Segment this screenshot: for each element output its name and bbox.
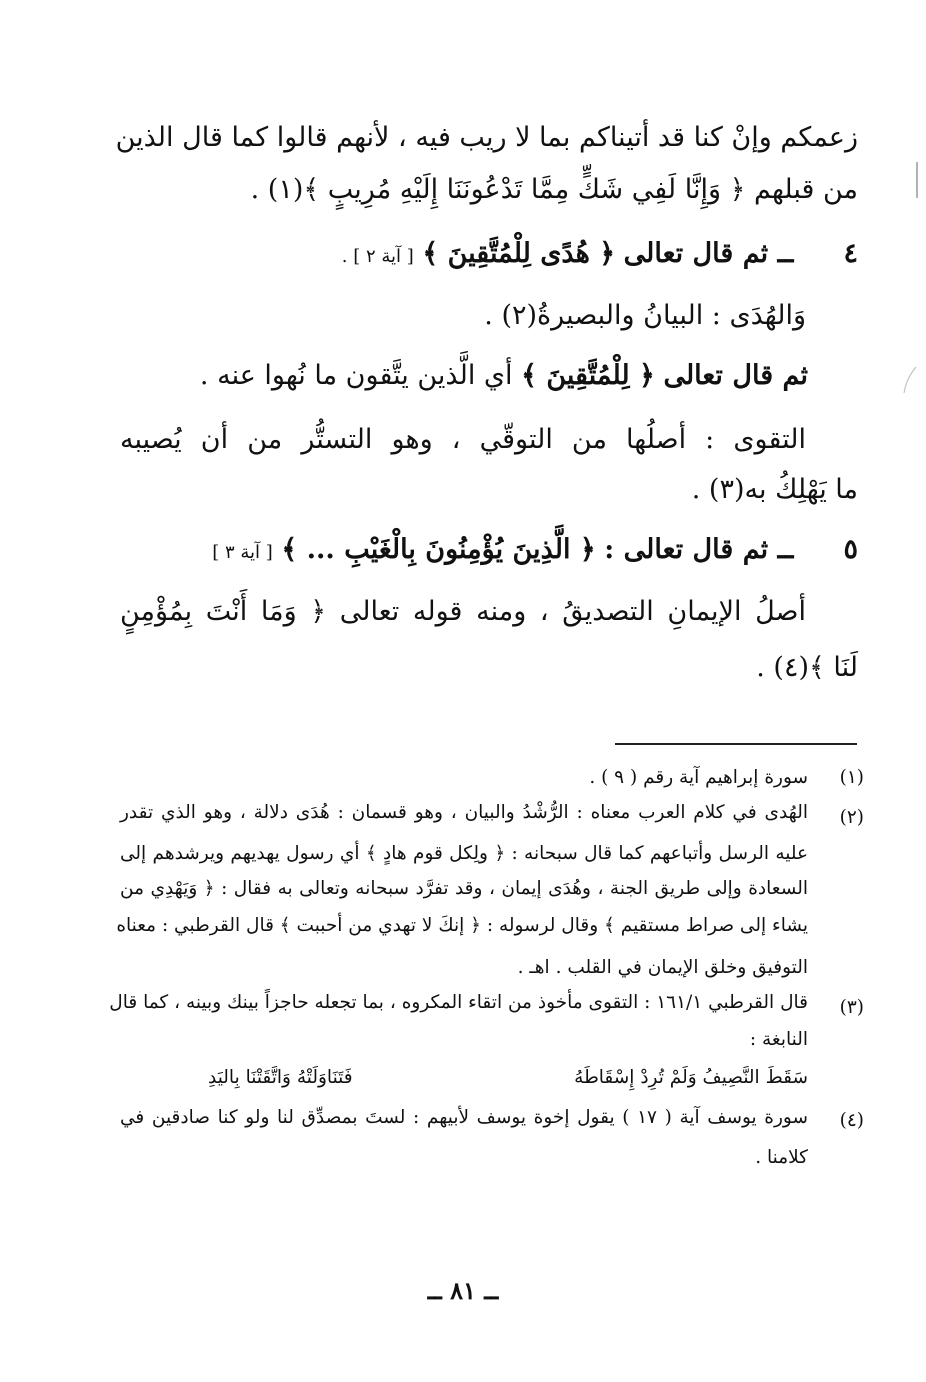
footnote-3-number: (٣) (839, 997, 864, 1018)
section-5-lead: ــ ثم قال تعالى : (604, 534, 794, 565)
section-4-heading (342, 234, 858, 277)
scan-mark-top (912, 160, 922, 200)
body-line-iman: أصلُ الإيمانِ التصديقُ ، ومنه قوله تعالى ﴿ وَمَا أَنْتَ بِمُؤْمِنٍ (120, 596, 806, 627)
body-line-2: من قبلهم ﴿ وَإِنَّا لَفِي شَكٍّ مِمَّا تَدْعُونَنَا إِلَيْهِ مُرِيبٍ ﴾(١) . (250, 174, 858, 205)
footnote-3-line-1: قال القرطبي ١٦١/١ : التقوى مأخوذ من اتقاء المكروه ، بما تجعله حاجزاً بينك وبينه ، كما قال (109, 992, 808, 1013)
footnote-2-line-5: التوفيق وخلق الإيمان في القلب . اهـ . (517, 957, 808, 978)
footnote-2-line-1: الهُدى في كلام العرب معناه : الرُّشْدُ والبيان ، وهو قسمان : هُدَى دلالة ، وهو الذي تقدر (120, 802, 808, 823)
section-4b-line (200, 356, 808, 396)
body-line-taqwa: التقوى : أصلُها من التوقّي ، وهو التستُّر من أن يُصيبه (120, 424, 806, 455)
section-4-number: ٤ (843, 238, 858, 269)
footnote-separator (615, 743, 857, 745)
section-4-lead: ــ ثم قال تعالى (623, 238, 794, 269)
footnote-2-line-3: السعادة وإلى طريق الجنة ، وهُدَى إيمان ، وقد تفرَّد سبحانه وتعالى به فقال : ﴿ وَيَهْدِي من (120, 878, 808, 899)
body-line-taqwa-2: ما يَهْلِكُ به(٣) . (691, 474, 858, 505)
footnote-1-number: (١) (839, 767, 864, 788)
section-5-quote: ﴿ الَّذِينَ يُؤْمِنُونَ بِالْغَيْبِ ... ﴾ (281, 534, 596, 565)
footnote-3-line-2: النابغة : (749, 1029, 808, 1050)
section-5-heading (212, 530, 858, 573)
footnote-2-line-4: يشاء إلى صراط مستقيم ﴾ وقال لرسوله : ﴿ إنكَ لا تهدي من أحببت ﴾ قال القرطبي : معناه (116, 915, 808, 936)
verse-first-hemistich: سَقَطَ النَّصِيفُ وَلَمْ تُرِدْ إِسْقَاطَهُ (574, 1067, 808, 1088)
body-line-iman-2: لَنَا ﴾(٤) . (756, 652, 858, 683)
section-4b-rest: أي الَّذين يتَّقون ما نُهوا عنه . (199, 360, 513, 391)
body-line-1: زعمكم وإنْ كنا قد أتيناكم بما لا ريب فيه ، لأنهم قالوا كما قال الذين (115, 122, 858, 153)
section-4b-lead: ثم قال تعالى (663, 360, 808, 391)
footnote-1-text: سورة إبراهيم آية رقم ( ٩ ) . (589, 767, 808, 788)
section-4-quote: ﴿ هُدًى لِلْمُتَّقِينَ ﴾ (422, 238, 616, 269)
scan-mark (900, 365, 920, 395)
section-5-ref: [ آية ٣ ] (212, 542, 273, 563)
footnote-4-line-1: سورة يوسف آية ( ١٧ ) يقول إخوة يوسف لأبيهم : لستَ بمصدِّق لنا ولو كنا صادقين في (120, 1107, 808, 1128)
footnote-4-line-2: كلامنا . (755, 1147, 808, 1168)
footnote-4-number: (٤) (839, 1110, 864, 1131)
body-line-huda: وَالهُدَى : البيانُ والبصيرةُ(٢) . (484, 300, 806, 331)
section-5-number: ٥ (843, 534, 858, 565)
section-4b-quote: ﴿ لِلْمُتَّقِينَ ﴾ (521, 360, 655, 391)
footnote-2-number: (٢) (839, 807, 864, 828)
section-4-ref: [ آية ٢ ] . (341, 246, 414, 267)
verse-second-hemistich: فَتَنَاوَلَتْهُ وَاتَّقَتْنَا بِاليَدِ (208, 1067, 353, 1088)
page-number: ــ ٨١ ــ (427, 1276, 499, 1305)
footnote-2-line-2: عليه الرسل وأتباعهم كما قال سبحانه : ﴿ ولِكل قوم هادٍ ﴾ أي رسول يهديهم ويرشدهم إلى (120, 843, 808, 864)
